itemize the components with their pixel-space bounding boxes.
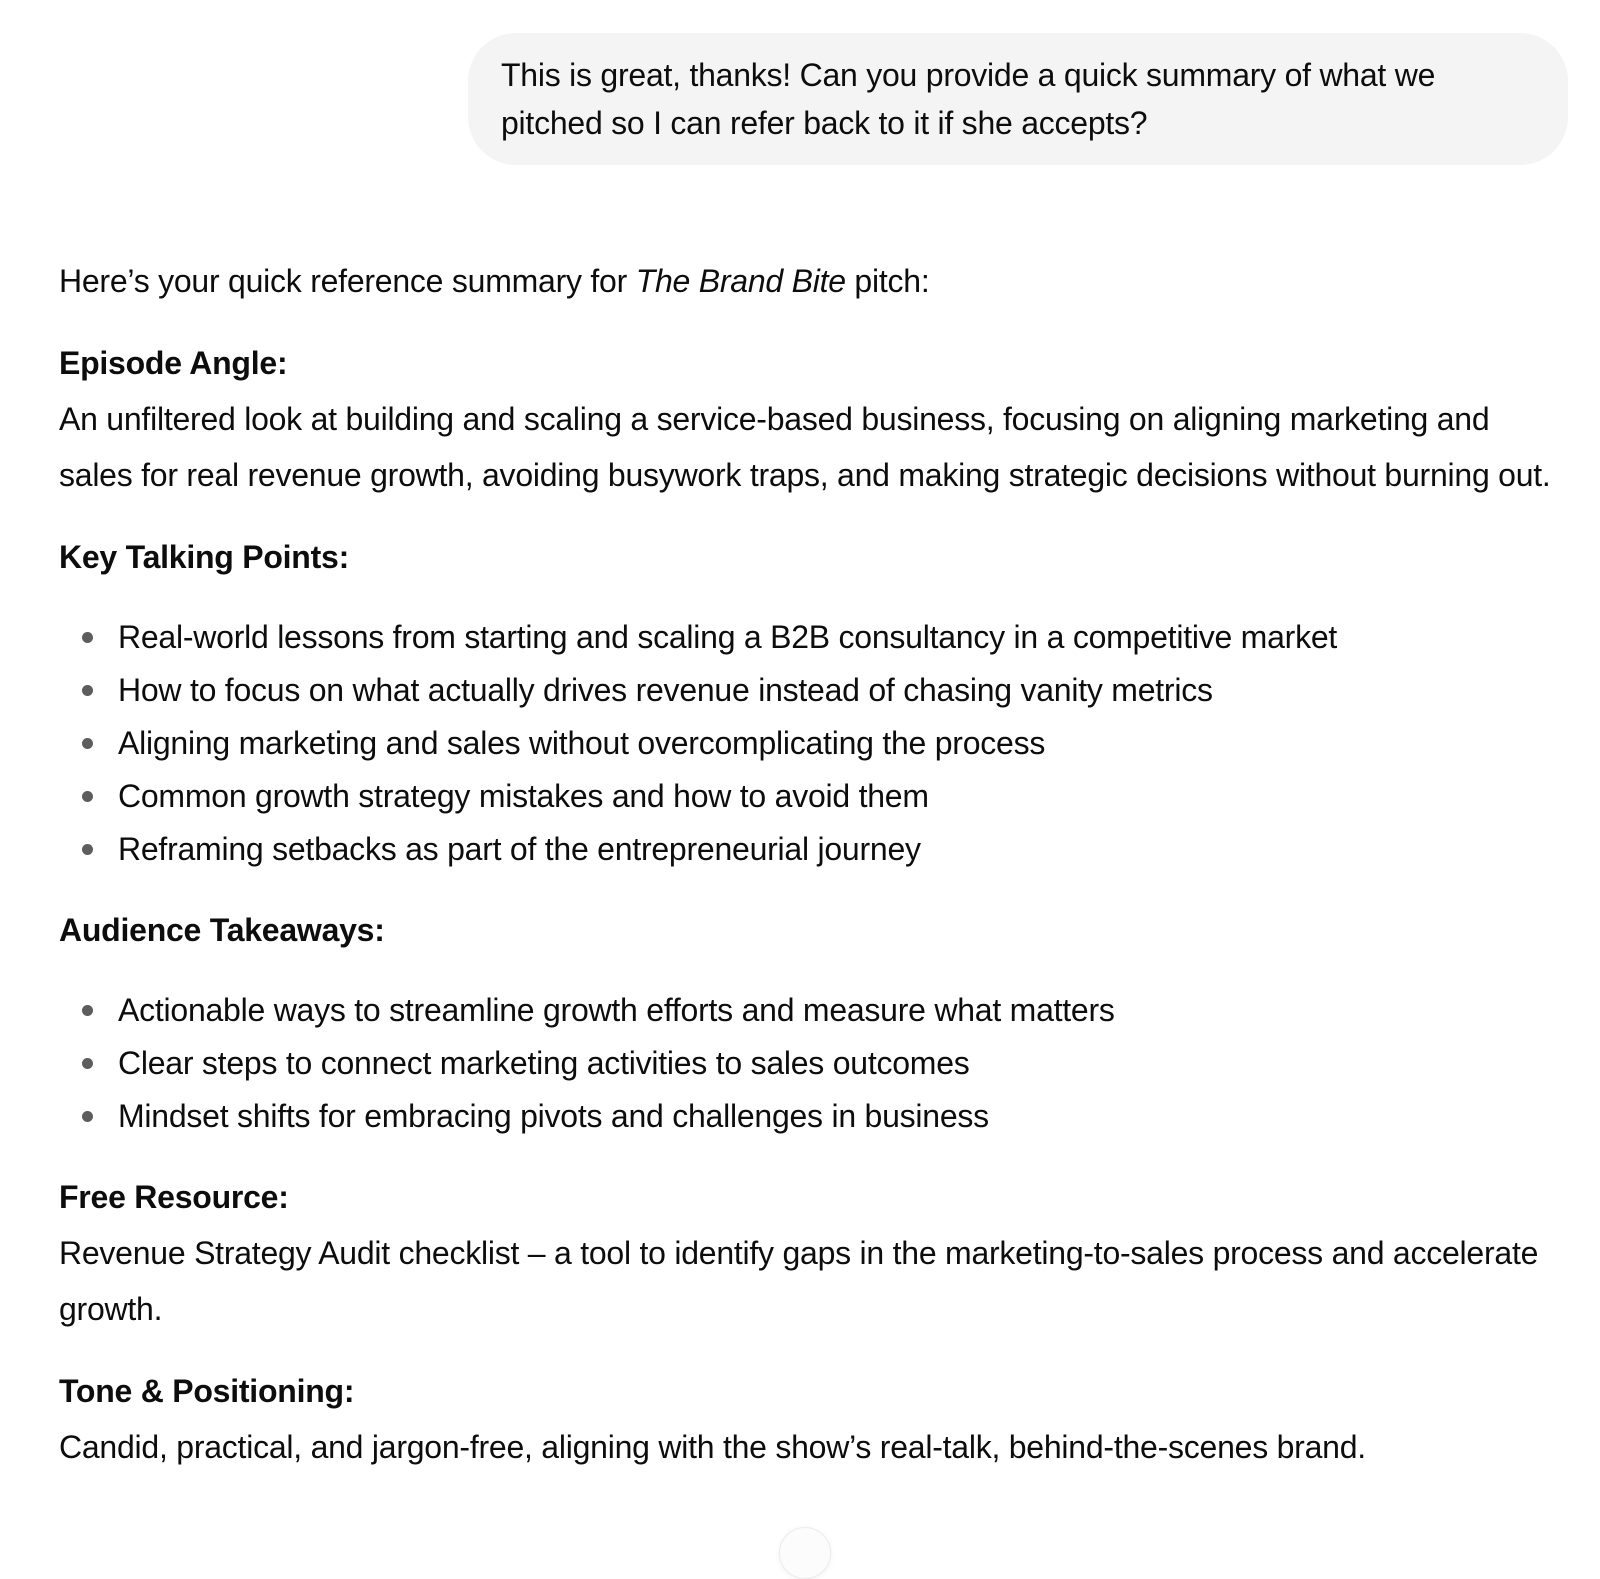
section-tone-positioning <box>59 1363 1554 1475</box>
podcast-title-italic: The Brand Bite <box>635 263 846 299</box>
free-resource-body: Revenue Strategy Audit checklist – a tool to identify gaps in the marketing-to-sales process and accelerate growth. <box>59 1235 1539 1327</box>
user-message-bubble: This is great, thanks! Can you provide a quick summary of what we pitched so I can refer back to it if she accepts? <box>468 33 1568 165</box>
list-item: Aligning marketing and sales without overcomplicating the process <box>118 717 1554 770</box>
key-talking-points-heading <box>59 529 1554 585</box>
list-item: Reframing setbacks as part of the entrepreneurial journey <box>118 823 1554 876</box>
key-talking-points-heading-text: Key Talking Points: <box>59 539 350 575</box>
audience-takeaways-heading-text: Audience Takeaways: <box>59 912 385 948</box>
section-episode-angle <box>59 335 1554 503</box>
episode-angle-heading: Episode Angle: <box>59 345 288 381</box>
intro-prefix: Here’s your quick reference summary for <box>59 263 636 299</box>
audience-takeaways-list <box>59 984 1554 1143</box>
episode-angle-body: An unfiltered look at building and scaling a service-based business, focusing on aligning marketing and sales for real revenue growth, avoiding busywork traps, and making strategic decisions without burning out. <box>59 401 1551 493</box>
audience-takeaways-heading <box>59 902 1554 958</box>
tone-positioning-heading: Tone & Positioning: <box>59 1373 355 1409</box>
list-item: Real-world lessons from starting and scaling a B2B consultancy in a competitive market <box>118 611 1554 664</box>
list-item: Mindset shifts for embracing pivots and challenges in business <box>118 1090 1554 1143</box>
section-free-resource <box>59 1169 1554 1337</box>
list-item: Common growth strategy mistakes and how to avoid them <box>118 770 1554 823</box>
assistant-message <box>59 253 1554 1475</box>
free-resource-heading: Free Resource: <box>59 1179 289 1215</box>
list-item: Clear steps to connect marketing activities to sales outcomes <box>118 1037 1554 1090</box>
user-message-row <box>59 33 1568 165</box>
key-talking-points-list <box>59 611 1554 876</box>
list-item: Actionable ways to streamline growth efforts and measure what matters <box>118 984 1554 1037</box>
tone-positioning-body: Candid, practical, and jargon-free, aligning with the show’s real-talk, behind-the-scenes brand. <box>59 1429 1366 1465</box>
list-item: How to focus on what actually drives revenue instead of chasing vanity metrics <box>118 664 1554 717</box>
intro-line <box>59 253 1554 309</box>
intro-suffix: pitch: <box>845 263 930 299</box>
